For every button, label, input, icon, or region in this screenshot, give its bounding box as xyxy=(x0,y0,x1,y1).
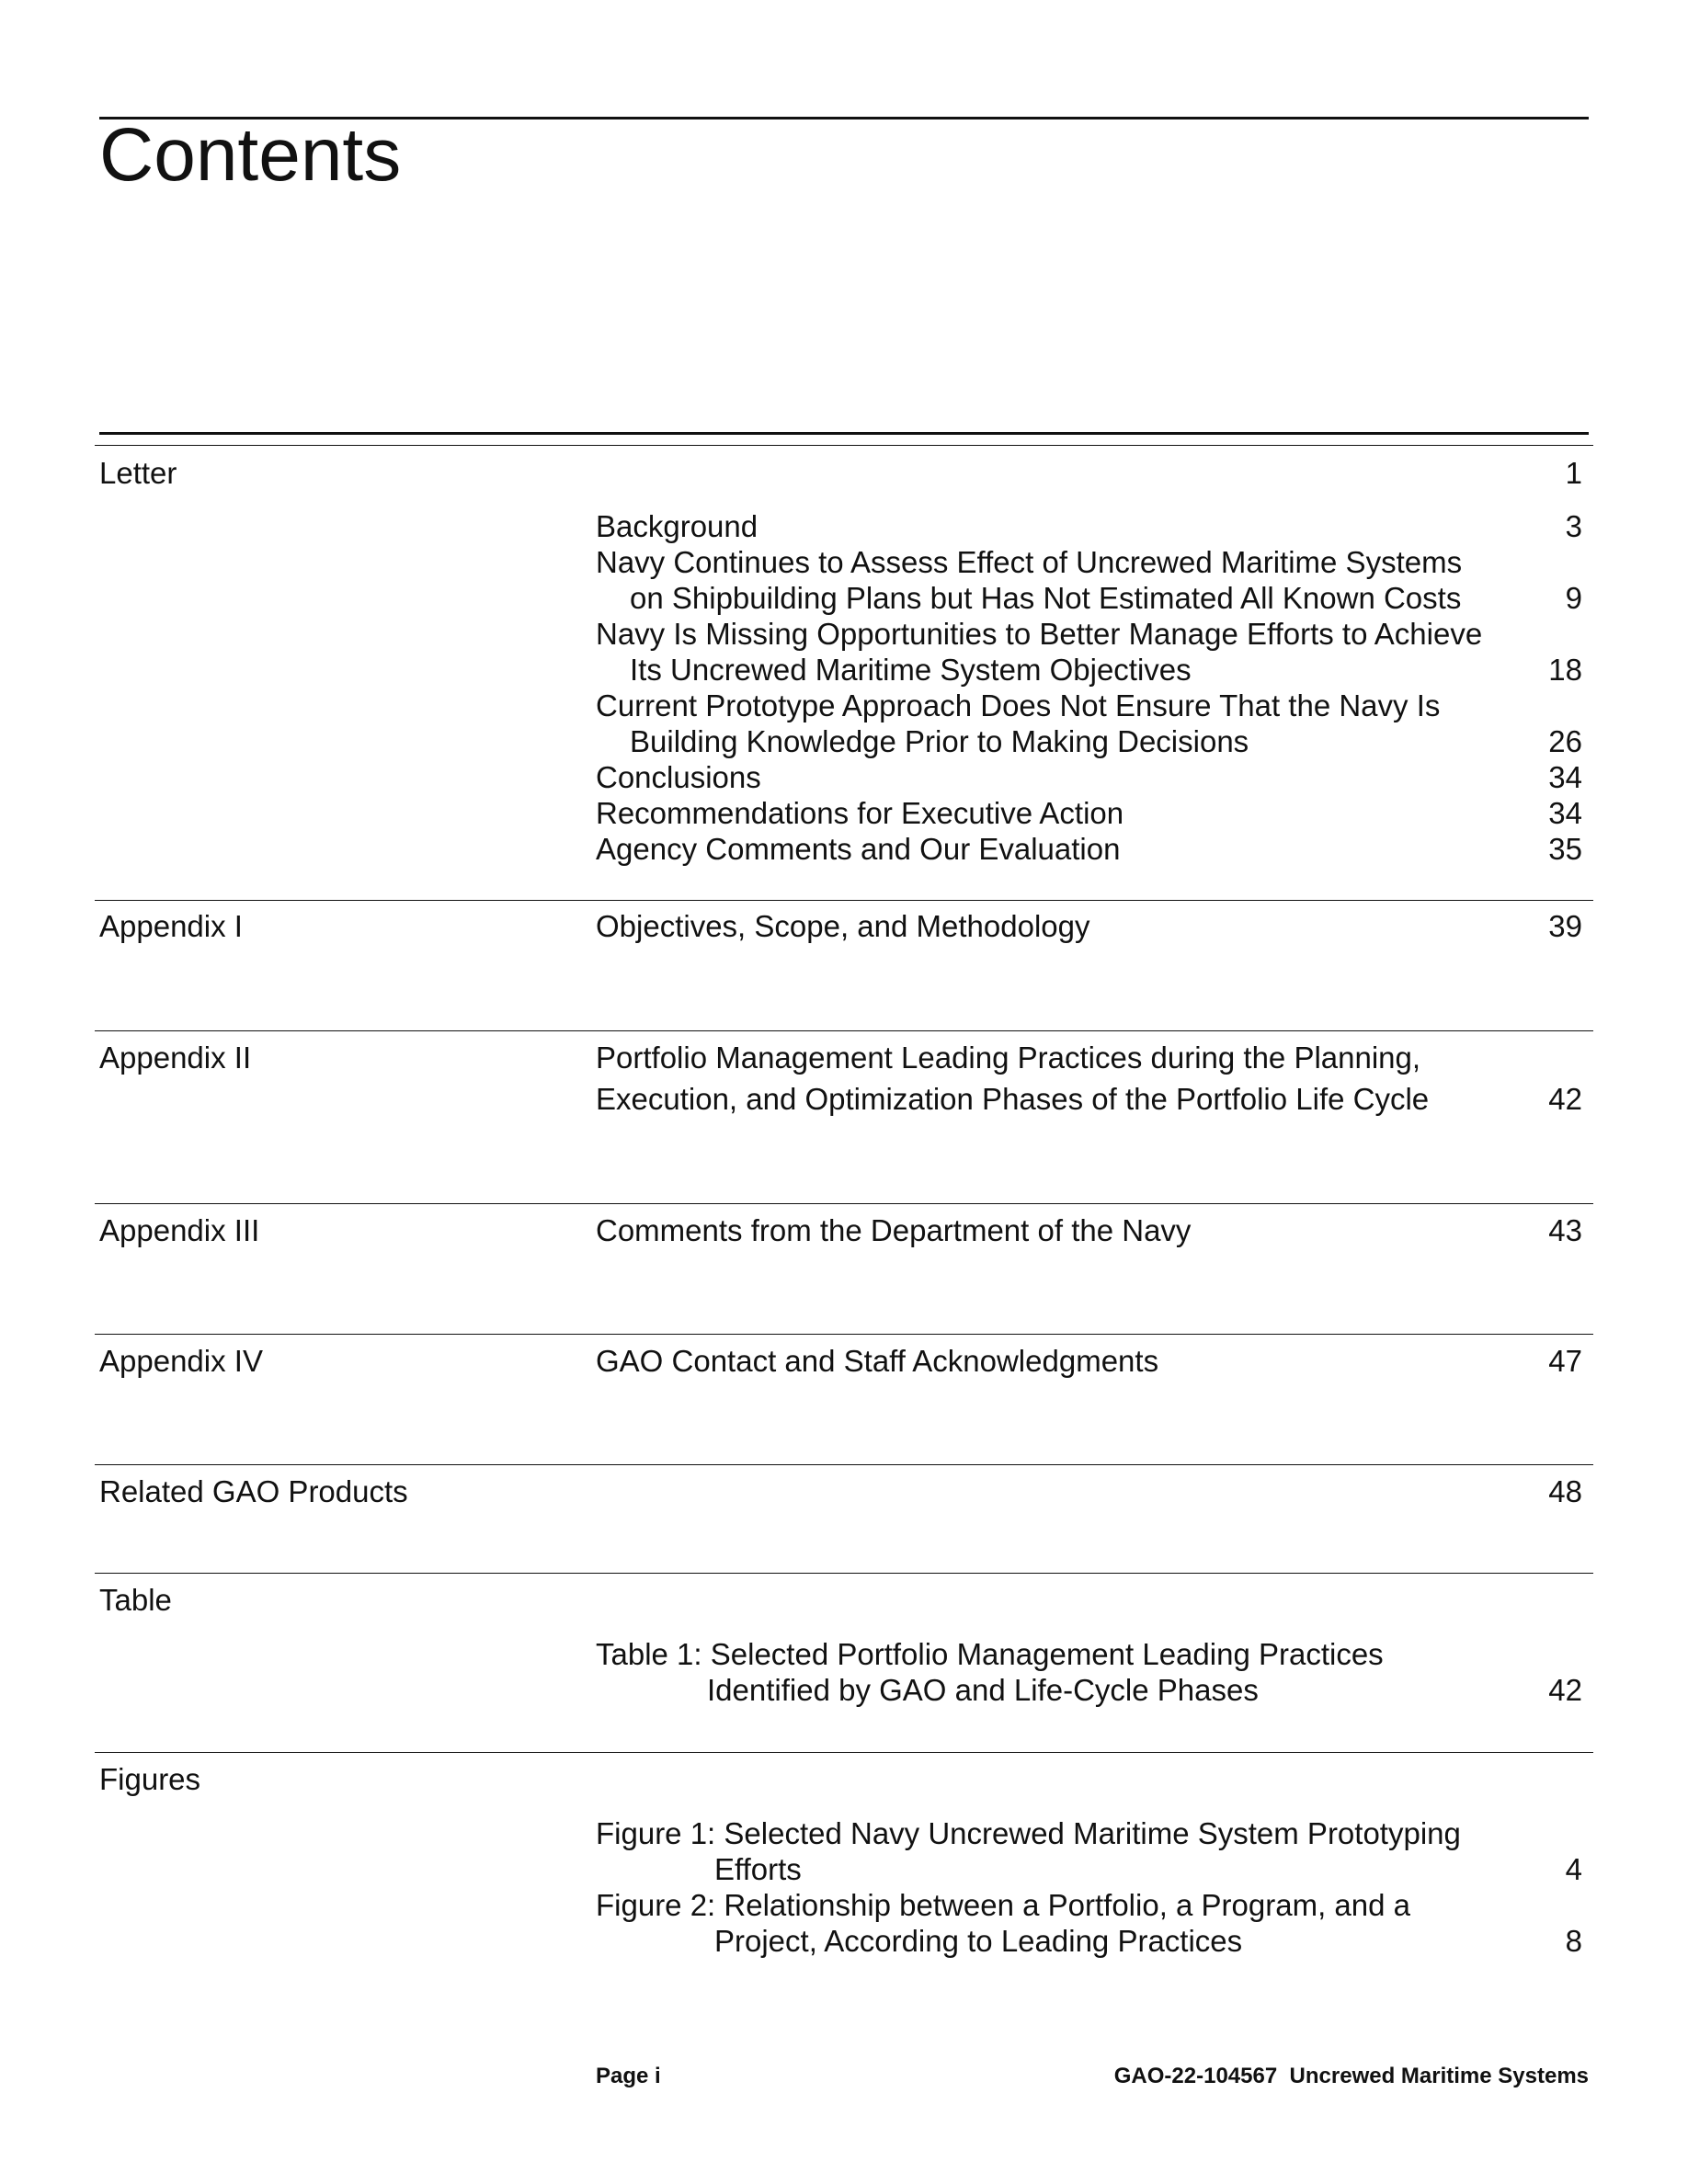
toc-page-appendix-3: 43 xyxy=(1548,1213,1582,1247)
toc-page-related: 48 xyxy=(1548,1474,1582,1508)
toc-entry-appendix-2[interactable]: Portfolio Management Leading Practices during the Planning, xyxy=(596,1041,1421,1075)
toc-page-agency-comments: 35 xyxy=(1548,832,1582,866)
toc-entry-appendix-4[interactable]: GAO Contact and Staff Acknowledgments xyxy=(596,1344,1159,1378)
section-divider xyxy=(95,1030,1593,1031)
toc-section-label-appendix-2: Appendix II xyxy=(99,1041,252,1075)
toc-entry-missing-opportunities-cont[interactable]: Its Uncrewed Maritime System Objectives xyxy=(630,653,1192,687)
toc-entry-background[interactable]: Background xyxy=(596,509,758,543)
toc-section-label-table: Table xyxy=(99,1583,172,1617)
toc-page-letter: 1 xyxy=(1565,456,1582,490)
toc-entry-appendix-1[interactable]: Objectives, Scope, and Methodology xyxy=(596,909,1090,943)
toc-entry-missing-opportunities[interactable]: Navy Is Missing Opportunities to Better Manage Efforts to Achieve xyxy=(596,617,1483,651)
toc-section-label-letter: Letter xyxy=(99,456,177,490)
toc-top-rule xyxy=(99,432,1589,435)
toc-entry-figure-1-cont[interactable]: Efforts xyxy=(714,1852,802,1886)
toc-entry-figure-2[interactable]: Figure 2: Relationship between a Portfolio, a Program, and a xyxy=(596,1888,1411,1922)
toc-page-figure-1: 4 xyxy=(1565,1852,1582,1886)
toc-entry-prototype-approach[interactable]: Current Prototype Approach Does Not Ensure That the Navy Is xyxy=(596,688,1441,722)
page-title: Contents xyxy=(99,113,402,197)
toc-entry-appendix-3[interactable]: Comments from the Department of the Navy xyxy=(596,1213,1192,1247)
toc-entry-recommendations[interactable]: Recommendations for Executive Action xyxy=(596,796,1124,830)
section-divider xyxy=(95,1464,1593,1465)
toc-page-appendix-1: 39 xyxy=(1548,909,1582,943)
toc-page-figure-2: 8 xyxy=(1565,1924,1582,1958)
toc-entry-shipbuilding-cont[interactable]: on Shipbuilding Plans but Has Not Estimated All Known Costs xyxy=(630,581,1462,615)
toc-entry-appendix-2-cont[interactable]: Execution, and Optimization Phases of the Portfolio Life Cycle xyxy=(596,1082,1430,1116)
toc-entry-agency-comments[interactable]: Agency Comments and Our Evaluation xyxy=(596,832,1121,866)
toc-page-shipbuilding: 9 xyxy=(1565,581,1582,615)
section-divider xyxy=(95,1573,1593,1574)
toc-page-missing-opportunities: 18 xyxy=(1548,653,1582,687)
toc-page-background: 3 xyxy=(1565,509,1582,543)
toc-section-label-related[interactable]: Related GAO Products xyxy=(99,1474,408,1508)
toc-page-table-1: 42 xyxy=(1548,1673,1582,1707)
toc-top-rule-thin xyxy=(95,445,1593,446)
section-divider xyxy=(95,1752,1593,1753)
section-divider xyxy=(95,1334,1593,1335)
section-divider xyxy=(95,900,1593,901)
toc-section-label-appendix-3: Appendix III xyxy=(99,1213,260,1247)
toc-entry-figure-2-cont[interactable]: Project, According to Leading Practices xyxy=(714,1924,1243,1958)
toc-page-appendix-2: 42 xyxy=(1548,1082,1582,1116)
toc-entry-shipbuilding[interactable]: Navy Continues to Assess Effect of Uncrewed Maritime Systems xyxy=(596,545,1463,579)
section-divider xyxy=(95,1203,1593,1204)
toc-page-appendix-4: 47 xyxy=(1548,1344,1582,1378)
toc-page-conclusions: 34 xyxy=(1548,760,1582,794)
toc-entry-prototype-approach-cont[interactable]: Building Knowledge Prior to Making Decisions xyxy=(630,724,1249,758)
toc-section-label-appendix-4: Appendix IV xyxy=(99,1344,263,1378)
toc-entry-table-1-cont[interactable]: Identified by GAO and Life-Cycle Phases xyxy=(707,1673,1259,1707)
toc-entry-figure-1[interactable]: Figure 1: Selected Navy Uncrewed Maritime System Prototyping xyxy=(596,1816,1461,1850)
toc-entry-conclusions[interactable]: Conclusions xyxy=(596,760,761,794)
footer-report-id: GAO-22-104567 Uncrewed Maritime Systems xyxy=(1113,2064,1589,2088)
toc-section-label-appendix-1: Appendix I xyxy=(99,909,243,943)
toc-entry-table-1[interactable]: Table 1: Selected Portfolio Management Leading Practices xyxy=(596,1637,1384,1671)
toc-page-prototype-approach: 26 xyxy=(1548,724,1582,758)
footer-page-number: Page i xyxy=(596,2064,661,2088)
toc-page-recommendations: 34 xyxy=(1548,796,1582,830)
toc-section-label-figures: Figures xyxy=(99,1762,201,1796)
